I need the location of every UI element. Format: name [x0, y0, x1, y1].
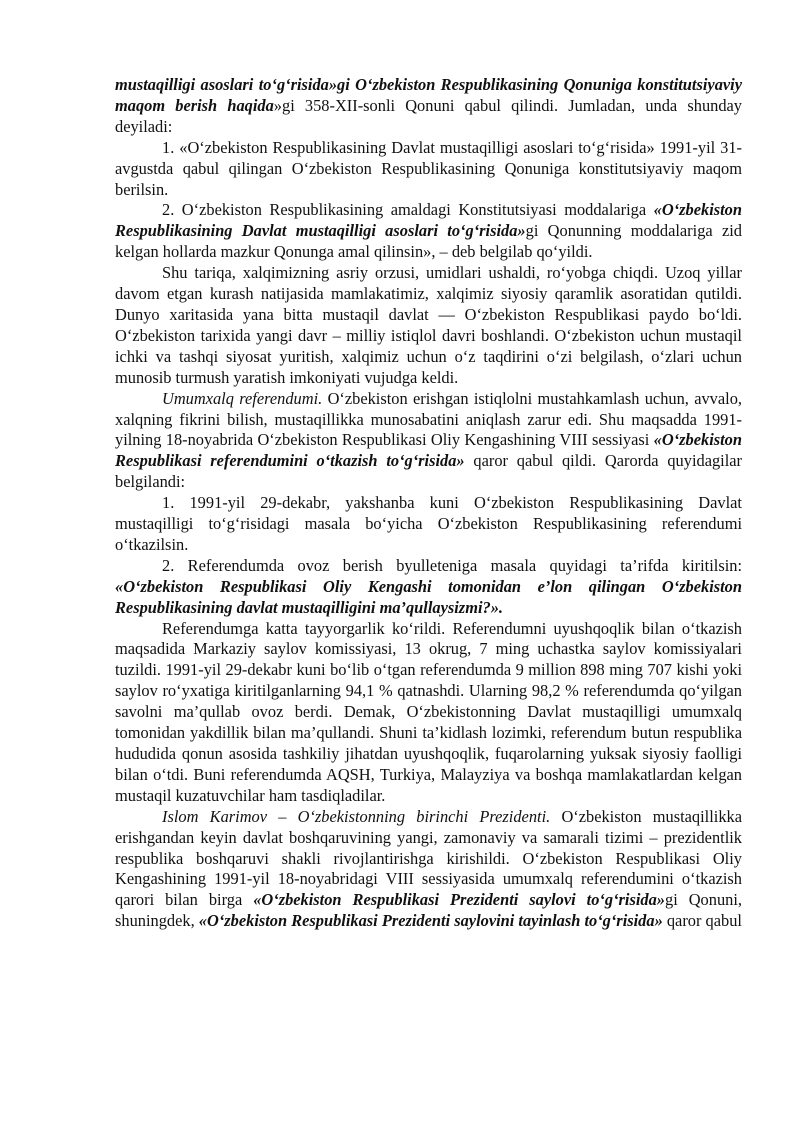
emphasized-text: «O‘zbekiston Respublikasi referendumini o‘tkazish to‘g‘risida»: [115, 430, 742, 471]
document-page: [115, 75, 742, 932]
paragraph: [115, 556, 742, 619]
paragraph: [115, 263, 742, 388]
text-run: O‘zbekiston erishgan istiqlolni mustahkamlash uchun, avvalo, xalqning fikrini bilish, mustaqillikka munosabatini aniqlash zarur edi. Shu maqsadda 1991-yilning 18-noyabrida O‘zbekiston Respublikasi Oliy Kengashining VIII sessiyasi: [115, 388, 742, 450]
text-run: O‘zbekiston mustaqillikka erishgandan keyin davlat boshqaruvining yangi, zamonaviy va samarali tizimi – prezidentlik respublika boshqaruvi shakli rivojlantirishga kirishildi. O‘zbekiston Respublikasi Oliy Kengashining 1991-yil 18-noyabridagi VIII sessiyasida umumxalq referendumini o‘tkazish qarori bilan birga: [115, 806, 742, 910]
paragraph: [115, 138, 742, 201]
text-run: »gi 358-XII-sonli Qonuni qabul qilindi. Jumladan, unda shunday deyiladi:: [115, 95, 742, 136]
text-run: 2. Referendumda ovoz berish byulleteniga masala quyidagi ta’rifda kiritilsin:: [162, 555, 742, 575]
paragraph: [115, 200, 742, 263]
text-run: Referendumga katta tayyorgarlik ko‘rildi. Referendumni uyushqoqlik bilan o‘tkazish maqsadida Markaziy saylov komissiyasi, 13 okrug, 7 ming uchastka saylov komissiyalari tuzildi. 1991-yil 29-dekabr kuni bo‘lib o‘tgan referendumda 9 million 898 ming 707 kishi yoki saylov ro‘yxatiga kiritilganlarning 94,1 % qatnashdi. Ularning 98,2 % referendumda qo‘yilgan savolni ma’qullab ovoz berdi. Demak, O‘zbekistonning Davlat mustaqilligi umumxalq tomonidan yakdillik bilan ma’qullandi. Shuni ta’kidlash lozimki, referendum butun respublika hududida qonun asosida tashkiliy jihatdan uyushqoqlik, fuqarolarning yuksak siyosiy faolligi bilan o‘tdi. Buni referendumda AQSH, Turkiya, Malayziya va boshqa mamlakatlardan kelgan mustaqil kuzatuvchilar ham tasdiqladilar.: [115, 618, 742, 805]
italic-heading: Umumxalq referendumi.: [162, 388, 323, 408]
paragraph: [115, 619, 742, 807]
italic-heading: Islom Karimov – O‘zbekistonning birinchi Prezidenti.: [162, 806, 551, 826]
text-run: 1. «O‘zbekiston Respublikasining Davlat mustaqilligi asoslari to‘g‘risida» 1991-yil 31-avgustda qabul qilingan O‘zbekiston Respublikasining Qonuniga konstitutsiyaviy maqom berilsin.: [115, 137, 742, 199]
emphasized-text: «O‘zbekiston Respublikasining Davlat mustaqilligi asoslari to‘g‘risida»: [115, 200, 742, 241]
text-run: 1. 1991-yil 29-dekabr, yakshanba kuni O‘zbekiston Respublikasining Davlat mustaqilligi to‘g‘risidagi masala bo‘yicha O‘zbekiston Respublikasining referendumi o‘tkazilsin.: [115, 493, 742, 554]
paragraph: [115, 493, 742, 556]
text-run: qaror qabul: [662, 911, 742, 931]
text-run: gi Qonuni, shuningdek,: [115, 890, 742, 931]
emphasized-text: «O‘zbekiston Respublikasi Prezidenti saylovini tayinlash to‘g‘risida»: [198, 911, 663, 931]
paragraph: [115, 75, 742, 138]
paragraph: [115, 389, 742, 494]
emphasized-text: «O‘zbekiston Respublikasi Prezidenti saylovi to‘g‘risida»: [253, 890, 665, 910]
emphasized-text: mustaqilligi asoslari to‘g‘risida»gi O‘zbekiston Respublikasining Qonuniga konstitutsiyaviy maqom berish haqida: [115, 75, 742, 115]
paragraph: [115, 807, 742, 932]
text-run: gi Qonunning moddalariga zid kelgan hollarda mazkur Qonunga amal qilinsin», – deb belgilab qo‘yildi.: [115, 221, 742, 262]
text-run: 2. O‘zbekiston Respublikasining amaldagi Konstitutsiyasi moddalariga: [162, 200, 654, 220]
emphasized-text: «O‘zbekiston Respublikasi Oliy Kengashi tomonidan e’lon qilingan O‘zbekiston Respublikasining davlat mustaqilligini ma’qullaysizmi?».: [115, 576, 742, 617]
text-run: qaror qabul qildi. Qarorda quyidagilar belgilandi:: [115, 451, 743, 492]
text-run: Shu tariqa, xalqimizning asriy orzusi, umidlari ushaldi, ro‘yobga chiqdi. Uzoq yillar davom etgan kurash natijasida mamlakatimiz, xalqimiz siyosiy qaramlik asoratidan qutildi. Dunyo xaritasida yana bitta mustaqil davlat — O‘zbekiston Respublikasi paydo bo‘ldi. O‘zbekiston tarixida yangi davr – milliy istiqlol davri boshlandi. O‘zbekiston uchun mustaqil ichki va tashqi siyosat yuritish, xalqimiz uchun o‘z taqdirini o‘zi belgilash, o‘zlari uchun munosib turmush yaratish imkoniyati vujudga keldi.: [115, 263, 742, 387]
